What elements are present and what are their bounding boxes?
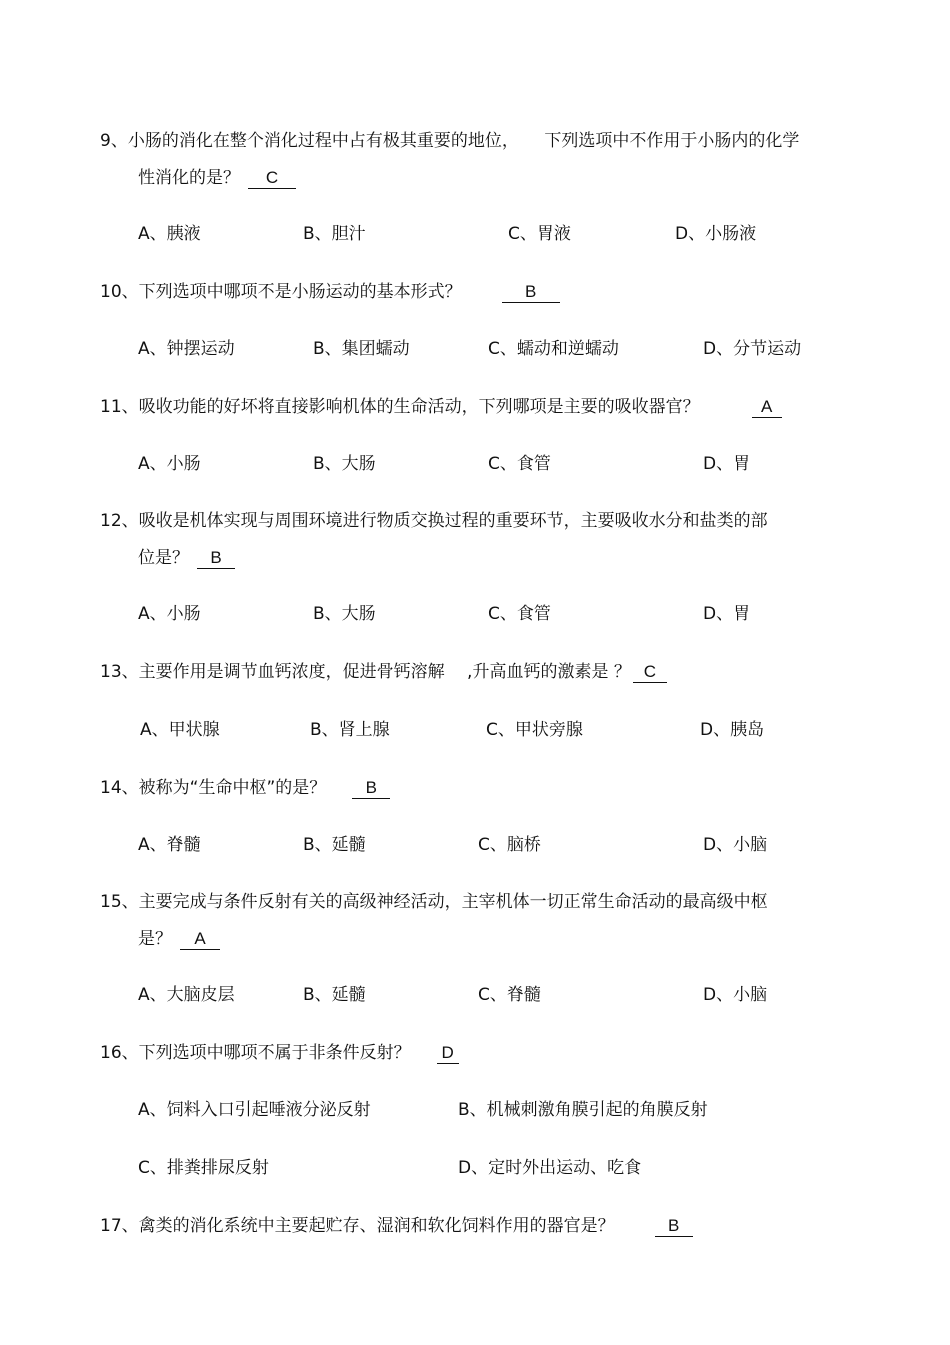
question-16 <box>100 1041 459 1065</box>
question-17-text: 17、禽类的消化系统中主要起贮存、湿润和软化饲料作用的器官是？ <box>100 1216 615 1236</box>
question-14-option-d: D、小脑 <box>703 835 768 855</box>
question-15-option-b: B、延髓 <box>303 985 366 1005</box>
question-15-option-c: C、脊髓 <box>478 985 541 1005</box>
question-12-option-d: D、胃 <box>703 604 751 624</box>
question-11 <box>100 395 782 419</box>
question-13 <box>100 660 667 684</box>
question-14-option-b: B、延髓 <box>303 835 366 855</box>
question-12-text-line2: 位是？ <box>138 548 189 568</box>
question-12-text-cont <box>138 546 235 570</box>
question-11-option-a: A、小肠 <box>138 454 201 474</box>
question-12-option-c: C、食管 <box>488 604 551 624</box>
question-15-text-cont <box>138 927 220 951</box>
question-13-option-c: C、甲状旁腺 <box>486 720 583 740</box>
question-15-text-line2: 是？ <box>138 929 172 949</box>
question-11-option-c: C、食管 <box>488 454 551 474</box>
question-12-option-b: B、大肠 <box>313 604 376 624</box>
question-15-option-a: A、大脑皮层 <box>138 985 235 1005</box>
question-16-option-c: C、排粪排尿反射 <box>138 1158 269 1178</box>
question-9-text-line2: 性消化的是？ <box>138 168 240 188</box>
question-11-option-b: B、大肠 <box>313 454 376 474</box>
question-15-option-d: D、小脑 <box>703 985 768 1005</box>
question-12-text: 12、吸收是机体实现与周围环境进行物质交换过程的重要环节，主要吸收水分和盐类的部 <box>100 511 768 531</box>
question-12-option-a: A、小肠 <box>138 604 201 624</box>
question-14 <box>100 776 390 800</box>
question-16-option-b: B、机械刺激角膜引起的角膜反射 <box>458 1100 708 1120</box>
question-13-option-a: A、甲状腺 <box>140 720 220 740</box>
question-10-option-b: B、集团蠕动 <box>313 339 410 359</box>
question-14-text: 14、被称为“生命中枢”的是？ <box>100 778 327 798</box>
question-9-option-c: C、胃液 <box>508 224 571 244</box>
question-14-option-c: C、脑桥 <box>478 835 541 855</box>
question-17 <box>100 1214 693 1238</box>
question-16-answer: D <box>437 1043 459 1064</box>
question-13-text: 13、主要作用是调节血钙浓度，促进骨钙溶解 ,升高血钙的激素是 ？ <box>100 662 631 682</box>
question-16-option-d: D、定时外出运动、吃食 <box>458 1158 642 1178</box>
question-10-option-c: C、蠕动和逆蠕动 <box>488 339 619 359</box>
question-9-text: 9、小肠的消化在整个消化过程中占有极其重要的地位， 下列选项中不作用于小肠内的化学 <box>100 131 800 151</box>
question-10-option-d: D、分节运动 <box>703 339 802 359</box>
question-10-text: 10、下列选项中哪项不是小肠运动的基本形式？ <box>100 282 462 302</box>
question-13-option-d: D、胰岛 <box>700 720 765 740</box>
question-9-option-b: B、胆汁 <box>303 224 366 244</box>
question-9-answer: C <box>248 168 296 189</box>
question-16-option-a: A、饲料入口引起唾液分泌反射 <box>138 1100 371 1120</box>
question-9-option-a: A、胰液 <box>138 224 201 244</box>
question-10-answer: B <box>502 282 560 303</box>
question-9-text-cont <box>138 166 296 190</box>
question-11-text: 11、吸收功能的好坏将直接影响机体的生命活动，下列哪项是主要的吸收器官？ <box>100 397 700 417</box>
question-17-answer: B <box>655 1216 693 1237</box>
question-13-answer: C <box>633 662 667 683</box>
question-15-text: 15、主要完成与条件反射有关的高级神经活动，主宰机体一切正常生命活动的最高级中枢 <box>100 892 768 912</box>
question-13-option-b: B、肾上腺 <box>310 720 390 740</box>
question-16-text: 16、下列选项中哪项不属于非条件反射？ <box>100 1043 411 1063</box>
question-10-option-a: A、钟摆运动 <box>138 339 235 359</box>
question-15-answer: A <box>180 929 220 950</box>
question-12-answer: B <box>197 548 235 569</box>
question-9-option-d: D、小肠液 <box>675 224 757 244</box>
question-11-answer: A <box>752 397 782 418</box>
question-14-answer: B <box>352 778 390 799</box>
question-11-option-d: D、胃 <box>703 454 751 474</box>
question-10 <box>100 280 560 304</box>
question-14-option-a: A、脊髓 <box>138 835 201 855</box>
